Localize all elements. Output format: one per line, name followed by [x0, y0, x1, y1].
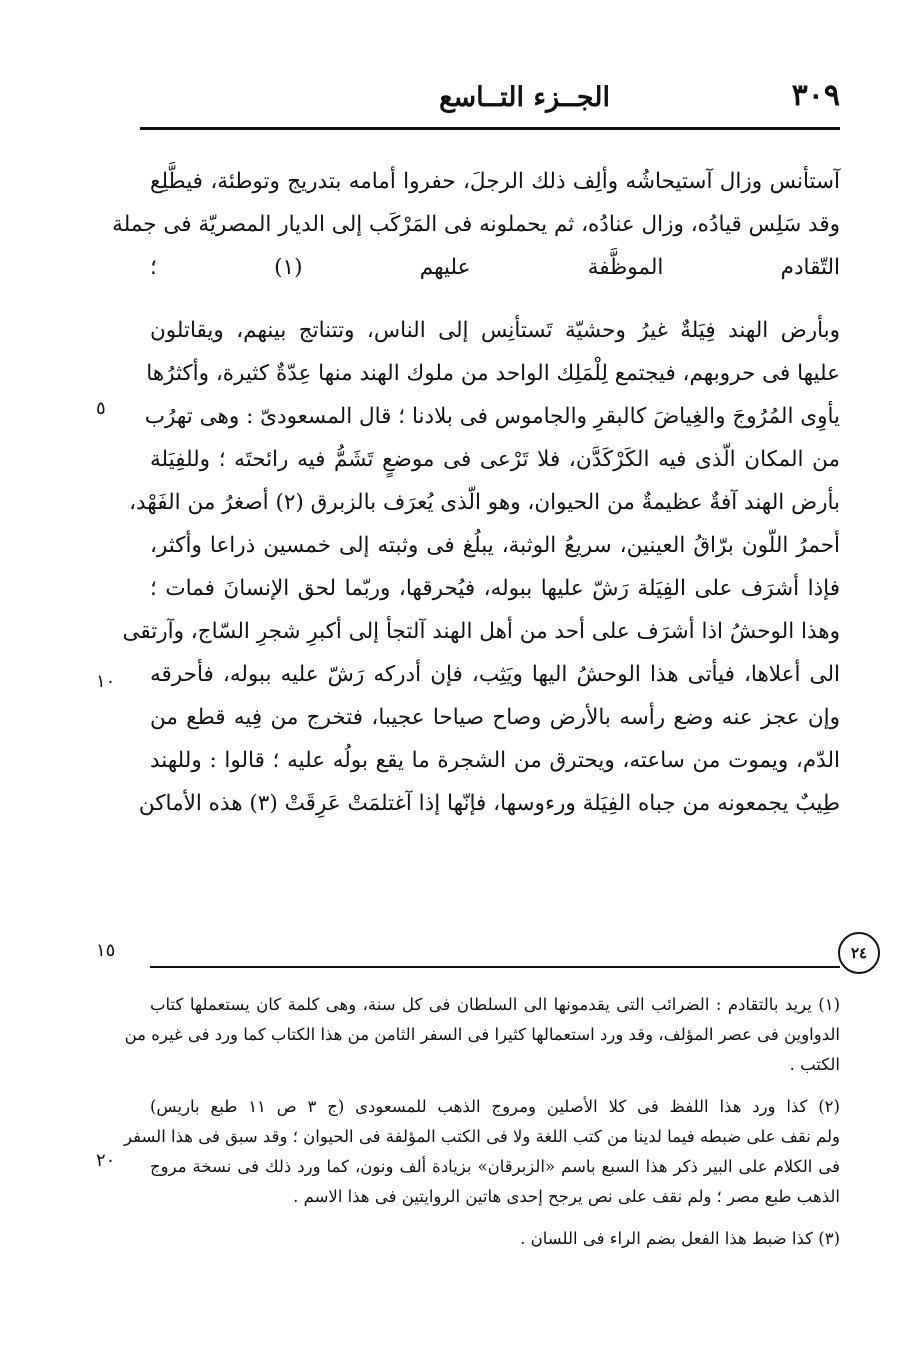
- text-line: يأوِى المُرُوجَ والغِياضَ كالبقرِ والجاموس فى بلادنا ؛ قال المسعودىّ : وهى تهرُب: [144, 404, 840, 429]
- margin-line-number: ٥: [96, 398, 106, 419]
- footnote-line: (١) يريد بالتقادم : الضرائب التى يقدمونها الى السلطان فى كل سنة، وهى كلمة كان يستعملها كتاب: [150, 995, 840, 1014]
- paragraph-gap: [150, 289, 840, 309]
- footnote-line: (٢) كذا ورد هذا اللفظ فى كلا الأصلين ومروج الذهب للمسعودى (ج ٣ ص ١١ طبع باريس): [150, 1097, 840, 1116]
- text-line: طِيبٌ يجمعونه من جباه الفِيَلة ورءوسها، فإنّها إذا آغتلمَتْ عَرِقَتْ (٣) هذه الأماكن: [138, 791, 840, 816]
- footnote-rule: [150, 966, 840, 968]
- text-line: وقد سَلِس قيادُه، وزال عنادُه، ثم يحملونه فى المَرْكَب إلى الديار المصريّة فى جملة: [112, 212, 840, 237]
- footnote-line: الذهب طبع مصر ؛ ولم نقف على نص يرجح إحدى هاتين الروايتين فى هذا الاسم .: [293, 1187, 840, 1206]
- margin-line-number: ١٥: [96, 940, 116, 961]
- footnote-line: (٣) كذا ضبط هذا الفعل بضم الراء فى اللسان .: [520, 1229, 840, 1248]
- text-line: بأرض الهند آفةٌ عظيمةٌ من الحيوان، وهو الّذى يُعرَف بالزبرق (٢) أصغرُ من الفَهْد،: [129, 490, 840, 515]
- header-rule: [140, 127, 840, 130]
- text-line: فإذا أشرَف على الفِيَلة رَشّ عليها ببوله، فيُحرقها، وربّما لحق الإنسانَ فمات ؛: [150, 576, 840, 601]
- main-text: [112, 160, 840, 825]
- footnote-gap: [150, 1080, 840, 1092]
- text-line: وهذا الوحشُ اذا أشرَف على أحد من أهل الهند آلتجأ إلى أكبرِ شجرِ السّاج، وآرتقى: [122, 619, 840, 644]
- text-line: وإن عجز عنه وضع رأسه بالأرض وصاح صياحا عجيبا، فتخرج من فِيه قطع من: [150, 705, 840, 730]
- text-line: الدّم، ويموت من ساعته، ويحترق من الشجرة ما يقع بولُه عليه ؛ قالوا : وللهند: [150, 748, 840, 773]
- margin-line-number: ١٠: [96, 671, 116, 692]
- sheet-stamp: ٢٤: [838, 932, 880, 974]
- text-line: من المكان الّذى فيه الكَرْكَدَّن، فلا تَرْعى فى موضعٍ تَشَمُّ فيه رائحتَه ؛ وللفِيَلة: [150, 447, 840, 472]
- running-title: الجــزء التــاسع: [439, 82, 610, 113]
- footnote-line: الكتب .: [789, 1055, 840, 1074]
- text-line: أحمرُ اللّون برّاقُ العينين، سريعُ الوثبة، يبلُغ فى وثبته إلى خمسين ذراعا وأكثر،: [150, 533, 840, 558]
- footnote-line: الدواوين فى عصر المؤلف، وقد ورد استعمالها كثيرا فى السفر الثامن من هذا الكتاب كما ورد فى غيره من: [124, 1025, 840, 1044]
- footnote-gap: [150, 1212, 840, 1224]
- page-number: ٣٠٩: [791, 78, 840, 113]
- text-line: الى أعلاها، فيأتى هذا الوحشُ اليها ويَثِب، فإن أدركه رَشّ عليه ببوله، فأحرقه: [150, 662, 840, 687]
- text-line: وبأرض الهند فِيَلةٌ غيرُ وحشيّة تَستأنِس إلى الناس، وتتناتج بينهم، ويقاتلون: [150, 318, 840, 343]
- text-line: التّقادم الموظَّفة عليهم (١) ؛: [150, 255, 840, 280]
- text-line: آستأنس وزال آستيحاشُه وألِف ذلك الرجلَ، حفروا أمامه بتدريج وتوطئة، فيطَّلِع: [150, 169, 840, 194]
- margin-line-number: ٢٠: [96, 1150, 116, 1171]
- footnote-line: ولم نقف على ضبطه فيما لدينا من كتب اللغة ولا فى الكتب المؤلفة فى الحيوان ؛ وقد سبق فى هذا السفر: [124, 1127, 840, 1146]
- footnotes: [124, 990, 840, 1254]
- footnote-line: فى الكلام على البير ذكر هذا السبع باسم «الزبرقان» بزيادة ألف ونون، كما ورد ذلك فى نسخة مروج: [150, 1157, 840, 1176]
- page-header: [140, 78, 840, 124]
- text-line: عليها فى حروبهم، فيجتمع لِلْمَلِك الواحد من ملوك الهند منها عِدّةٌ كثيرة، وأكثرُها: [146, 361, 840, 386]
